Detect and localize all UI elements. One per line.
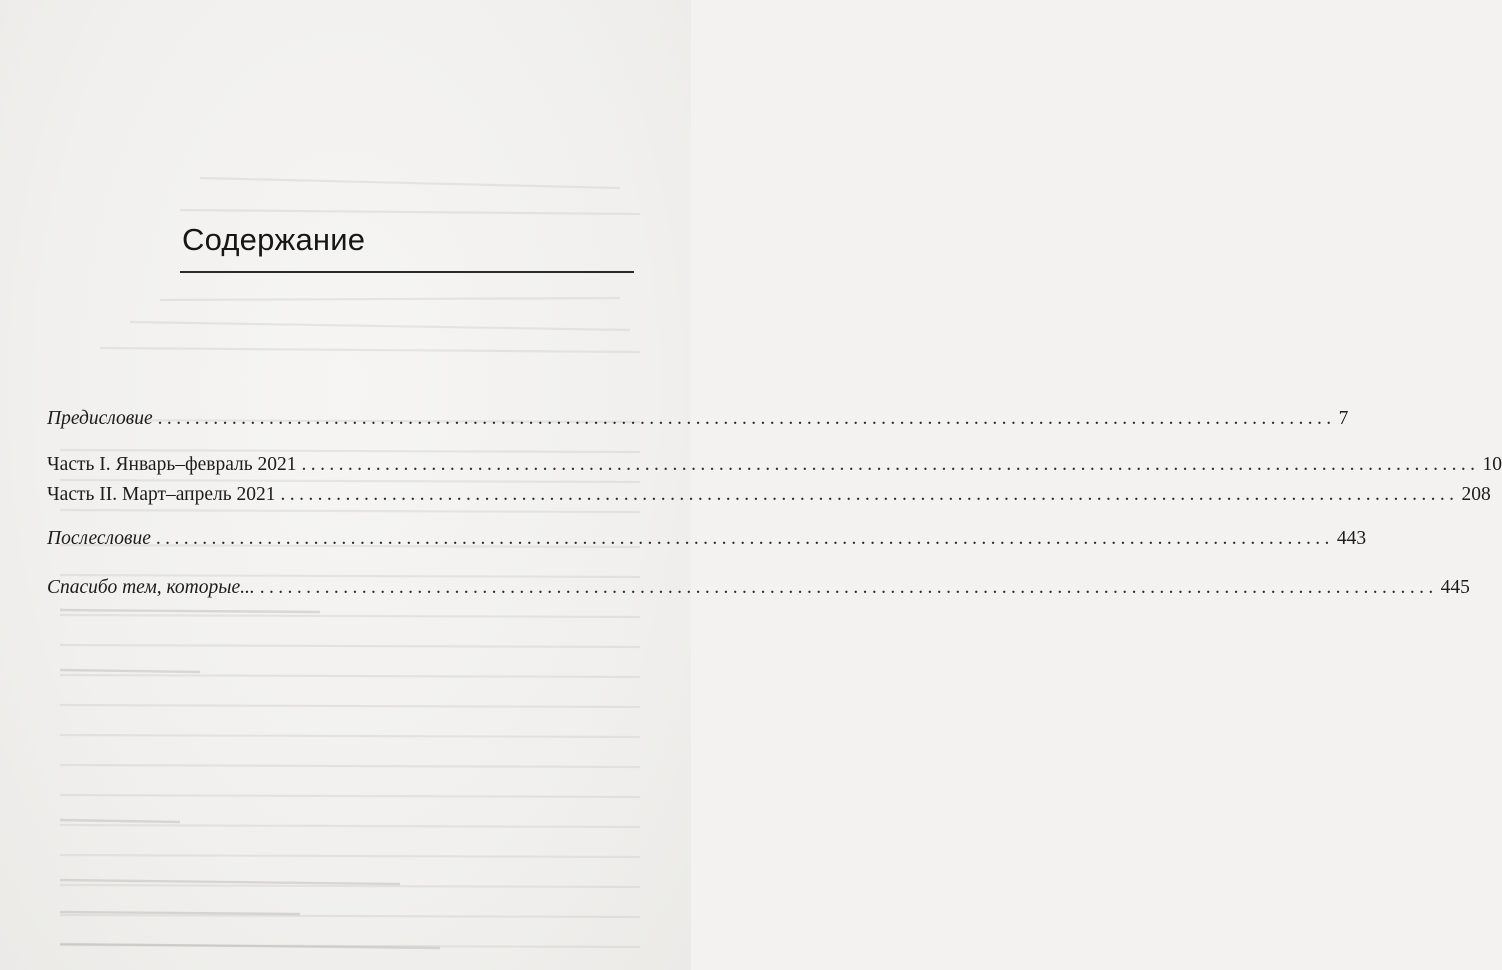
toc-entry-title: Часть II. Март–апрель 2021 <box>47 484 276 505</box>
contents-heading: Содержание <box>182 222 366 257</box>
dot-leader: ............................................................................................................................... <box>301 454 1480 475</box>
toc-entry-title: Предисловие <box>47 408 153 429</box>
toc-entry-preface[interactable] <box>47 405 1349 433</box>
toc-entry-part-1[interactable] <box>47 451 1502 479</box>
heading-rule <box>180 271 634 273</box>
toc-entry-acknowledgements[interactable] <box>47 574 1470 602</box>
toc-page-number: 7 <box>1338 408 1349 429</box>
toc-page-number: 208 <box>1461 484 1491 505</box>
toc-page-number: 10 <box>1482 454 1502 475</box>
dot-leader: ............................................................................................................................... <box>157 408 1336 429</box>
toc-page-number: 445 <box>1440 577 1470 598</box>
toc-entry-title: Часть I. Январь–февраль 2021 <box>47 454 297 475</box>
dot-leader: ............................................................................................................................... <box>280 484 1459 505</box>
dot-leader: ............................................................................................................................... <box>259 577 1438 598</box>
dot-leader: ............................................................................................................................... <box>155 528 1334 549</box>
toc-entry-afterword[interactable] <box>47 525 1367 553</box>
toc-page-number: 443 <box>1336 528 1367 549</box>
toc-entry-part-2[interactable] <box>47 481 1491 509</box>
toc-entry-title: Спасибо тем, которые... <box>47 577 255 598</box>
toc-entry-title: Послесловие <box>47 528 151 549</box>
